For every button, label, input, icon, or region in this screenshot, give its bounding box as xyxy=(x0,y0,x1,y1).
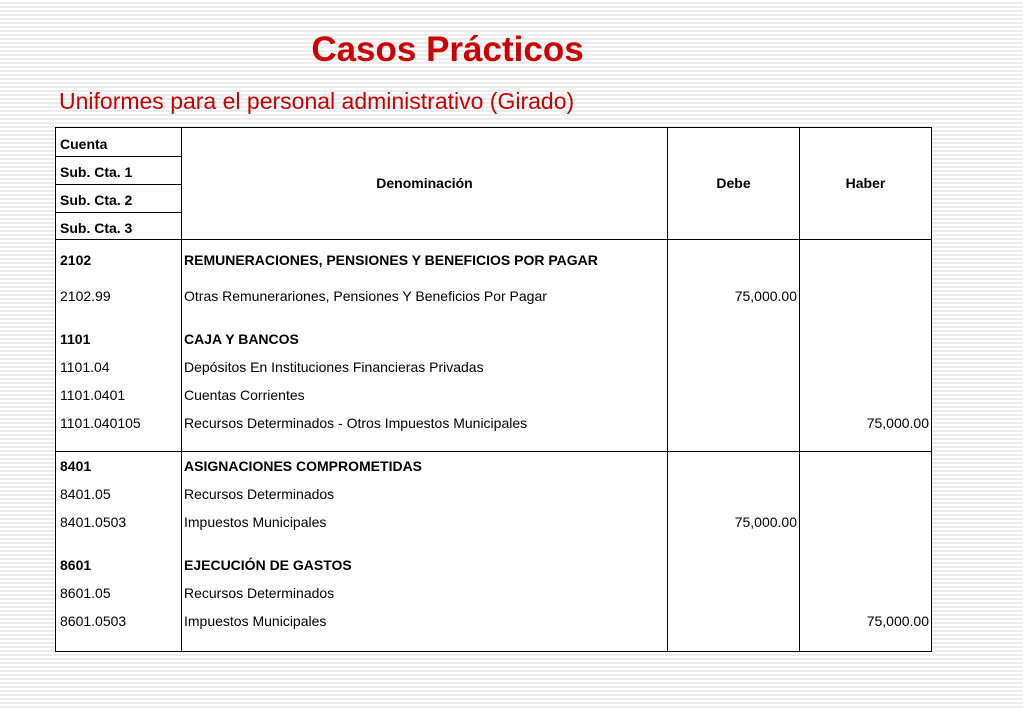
row-account-name: EJECUCIÓN DE GASTOS xyxy=(184,557,352,573)
column-divider xyxy=(667,128,668,651)
header-haber: Haber xyxy=(845,175,886,191)
row-account-name: CAJA Y BANCOS xyxy=(184,331,299,347)
header-cuenta: Cuenta xyxy=(60,136,108,152)
header-sub-cta-3: Sub. Cta. 3 xyxy=(60,220,133,236)
row-account-code: 8601 xyxy=(60,557,92,573)
row-account-name: Recursos Determinados xyxy=(184,486,335,502)
page-title: Casos Prácticos xyxy=(311,30,584,69)
row-haber-amount: 75,000.00 xyxy=(866,415,929,431)
row-account-code: 2102 xyxy=(60,252,92,268)
row-account-name: ASIGNACIONES COMPROMETIDAS xyxy=(184,458,423,474)
row-account-name: Impuestos Municipales xyxy=(184,514,327,530)
row-account-name: Impuestos Municipales xyxy=(184,613,327,629)
page-subtitle: Uniformes para el personal administrativo (Girado) xyxy=(59,88,575,114)
row-account-name: REMUNERACIONES, PENSIONES Y BENEFICIOS POR PAGAR xyxy=(184,252,598,268)
row-account-name: Cuentas Corrientes xyxy=(184,387,305,403)
row-account-name: Depósitos En Instituciones Financieras Privadas xyxy=(184,359,484,375)
row-debe-amount: 75,000.00 xyxy=(734,514,797,530)
header-divider xyxy=(56,184,181,185)
row-account-code: 8601.0503 xyxy=(60,613,127,629)
row-account-code: 8601.05 xyxy=(60,585,111,601)
row-debe-amount: 75,000.00 xyxy=(734,288,797,304)
header-sub-cta-1: Sub. Cta. 1 xyxy=(60,164,133,180)
section-divider xyxy=(56,451,931,452)
row-account-code: 2102.99 xyxy=(60,288,111,304)
column-divider xyxy=(799,128,800,651)
row-account-code: 1101.04 xyxy=(60,359,110,375)
header-sub-cta-2: Sub. Cta. 2 xyxy=(60,192,133,208)
row-account-code: 8401.05 xyxy=(60,486,111,502)
row-account-code: 1101.040105 xyxy=(60,415,141,431)
row-account-code: 8401 xyxy=(60,458,92,474)
header-denominacion: Denominación xyxy=(376,175,473,191)
header-divider xyxy=(56,156,181,157)
row-haber-amount: 75,000.00 xyxy=(866,613,929,629)
row-account-code: 8401.0503 xyxy=(60,514,127,530)
journal-table xyxy=(55,127,932,652)
row-account-name: Recursos Determinados xyxy=(184,585,335,601)
column-divider xyxy=(181,128,182,651)
header-divider xyxy=(56,212,181,213)
header-bottom-line xyxy=(56,239,931,240)
row-account-code: 1101 xyxy=(60,331,91,347)
row-account-name: Recursos Determinados - Otros Impuestos Municipales xyxy=(184,415,528,431)
row-account-code: 1101.0401 xyxy=(60,387,126,403)
row-account-name: Otras Remunerariones, Pensiones Y Beneficios Por Pagar xyxy=(184,288,547,304)
header-debe: Debe xyxy=(716,175,751,191)
